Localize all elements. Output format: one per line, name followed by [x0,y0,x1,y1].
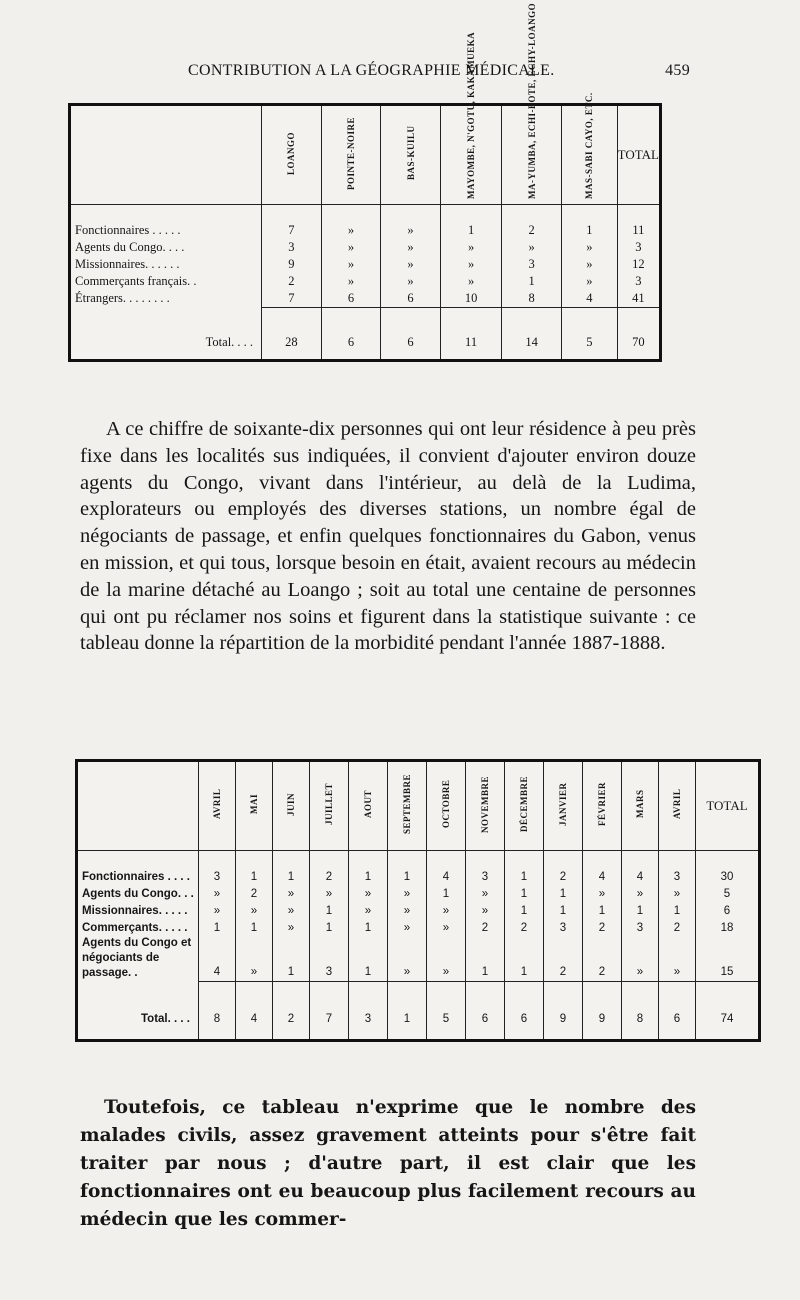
cell: » [466,902,505,919]
table-row [77,919,760,936]
cell: 1 [505,885,544,902]
cell: 30 [696,868,760,885]
table-row [70,256,661,273]
cell: 1 [544,885,583,902]
cell: 3 [310,936,349,981]
column-header: BAS-KUILU [381,105,441,205]
total-cell: 6 [466,999,505,1041]
cell: » [273,885,310,902]
cell: » [381,222,441,239]
cell: 1 [273,868,310,885]
total-label: Total. . . . [205,334,254,349]
cell: 2 [659,919,696,936]
cell: 2 [583,919,622,936]
cell: » [199,885,236,902]
column-header: NOVEMBRE [466,761,505,851]
cell: 2 [544,868,583,885]
cell: 1 [561,222,617,239]
total-cell: 14 [502,325,562,361]
total-column-header: TOTAL [617,105,660,205]
column-header: AOUT [349,761,388,851]
cell: 3 [262,239,322,256]
cell: » [659,936,696,981]
cell: » [440,273,502,290]
cell: 1 [622,902,659,919]
total-cell: 6 [505,999,544,1041]
page-number: 459 [665,62,690,79]
total-cell: 6 [659,999,696,1041]
cell: 3 [622,919,659,936]
cell: 6 [381,290,441,308]
cell: 3 [544,919,583,936]
table-row [70,290,661,308]
cell: 7 [262,222,322,239]
total-row [77,999,760,1041]
cell: 3 [659,868,696,885]
cell: » [502,239,562,256]
cell: 1 [505,902,544,919]
cell: » [310,885,349,902]
table-row [77,936,760,981]
column-header: MA-YUMBA, ECHI-BOTE, ECHY-LOANGO [502,105,562,205]
cell: 1 [349,919,388,936]
cell: 1 [310,902,349,919]
cell: » [381,239,441,256]
cell: 5 [696,885,760,902]
total-cell: 9 [544,999,583,1041]
table-row [77,868,760,885]
total-label: Total. . . . [141,1012,190,1025]
cell: » [561,239,617,256]
cell: 9 [262,256,322,273]
cell: 3 [466,868,505,885]
cell: 2 [466,919,505,936]
cell: » [427,936,466,981]
running-head-title: CONTRIBUTION A LA GÉOGRAPHIE MÉDICALE. [188,62,555,79]
cell: » [321,256,381,273]
cell: » [440,239,502,256]
column-header: AVRIL [659,761,696,851]
row-label: Étrangers. . . . . . . . [75,291,170,306]
cell: » [381,256,441,273]
cell: 15 [696,936,760,981]
column-header: JANVIER [544,761,583,851]
body-paragraph-2: Toutefois, ce tableau n'exprime que le nombre des malades civils, assez gravement atteints pour s'être fait traiter par nous ; d'autre part, il est clair que les fonctionnaires ont eu beaucoup plus facilement recours au médecin que les commer- [80,1097,696,1230]
cell: 1 [544,902,583,919]
cell: » [321,239,381,256]
running-head [80,62,690,86]
cell: 1 [440,222,502,239]
column-header: DÉCEMBRE [505,761,544,851]
cell: 1 [310,919,349,936]
column-header: AVRIL [199,761,236,851]
table-row [70,273,661,290]
cell: 1 [659,902,696,919]
total-cell: 2 [273,999,310,1041]
cell: » [427,902,466,919]
cell: 8 [502,290,562,308]
total-cell: 5 [561,325,617,361]
cell: » [659,885,696,902]
column-header: MARS [622,761,659,851]
cell: » [561,256,617,273]
spacer-row [77,851,760,869]
cell: 2 [310,868,349,885]
morbidity-by-month-table [75,759,761,1042]
column-header: OCTOBRE [427,761,466,851]
total-cell: 28 [262,325,322,361]
cell: 1 [505,936,544,981]
cell: » [236,936,273,981]
cell: 2 [236,885,273,902]
cell: » [381,273,441,290]
cell: » [622,885,659,902]
total-cell: 1 [388,999,427,1041]
cell: 1 [505,868,544,885]
table-row [77,902,760,919]
spacer-row [70,308,661,326]
column-header: POINTE-NOIRE [321,105,381,205]
cell: » [388,936,427,981]
cell: » [349,885,388,902]
cell: 12 [617,256,660,273]
cell: 1 [236,868,273,885]
cell: 10 [440,290,502,308]
cell: 4 [427,868,466,885]
cell: 2 [505,919,544,936]
row-label: Agents du Congo et négociants de passage. . [82,937,192,979]
cell: 1 [466,936,505,981]
cell: » [388,885,427,902]
total-cell: 3 [349,999,388,1041]
spacer-row [70,205,661,223]
cell: 41 [617,290,660,308]
cell: 2 [262,273,322,290]
cell: » [561,273,617,290]
cell: 1 [349,868,388,885]
table-header-row [77,761,760,851]
table-row [77,885,760,902]
row-label: Missionnaires. . . . . [82,904,188,917]
row-label: Fonctionnaires . . . . . [75,223,181,237]
cell: 1 [388,868,427,885]
cell: » [321,222,381,239]
column-header: SEPTEMBRE [388,761,427,851]
table-header-row [70,105,661,205]
column-header: JUILLET [310,761,349,851]
cell: 3 [617,273,660,290]
cell: 2 [583,936,622,981]
cell: 1 [349,936,388,981]
row-label: Fonctionnaires . . . . [82,870,190,883]
body-paragraph-1: A ce chiffre de soixante-dix personnes qui ont leur résidence à peu près fixe dans les localités sus indiquées, il convient d'ajouter environ douze agents du Congo, vivant dans l'intérieur, au delà de la Ludima, explorateurs ou employés des diverses stations, un nombre égal de négociants de passage, et enfin quelques fonctionnaires du Gabon, venus en mission, et qui tous, lorsque besoin en était, avaient recours au médecin de la marine détaché au Loango ; soit au total une centaine de personnes qui ont pu réclamer nos soins et figurent dans la statistique suivante : ce tableau donne la répartition de la morbidité pendant l'année 1887-1888. [80,418,696,655]
row-label: Commerçants. . . . . [82,921,188,934]
cell: » [236,902,273,919]
cell: » [388,902,427,919]
total-cell: 6 [381,325,441,361]
cell: 1 [427,885,466,902]
total-cell: 4 [236,999,273,1041]
cell: » [273,902,310,919]
cell: 1 [236,919,273,936]
cell: » [466,885,505,902]
column-header: JUIN [273,761,310,851]
cell: 4 [583,868,622,885]
cell: 7 [262,290,322,308]
cell: 3 [199,868,236,885]
cell: 11 [617,222,660,239]
total-column-header: TOTAL [696,761,760,851]
row-label: Agents du Congo. . . . [75,240,185,254]
cell: 3 [502,256,562,273]
cell: » [199,902,236,919]
cell: 1 [502,273,562,290]
column-header: FÉVRIER [583,761,622,851]
total-cell: 8 [199,999,236,1041]
cell: » [388,919,427,936]
total-cell: 6 [321,325,381,361]
total-row [70,325,661,361]
cell: 3 [617,239,660,256]
column-header: LOANGO [262,105,322,205]
table-row [70,222,661,239]
cell: » [622,936,659,981]
total-cell: 7 [310,999,349,1041]
cell: 4 [622,868,659,885]
cell: 1 [199,919,236,936]
total-cell: 70 [617,325,660,361]
column-header: MAS-SABI CAYO, ETC. [561,105,617,205]
total-cell: 5 [427,999,466,1041]
cell: 2 [544,936,583,981]
row-label-header [77,761,199,851]
cell: 1 [273,936,310,981]
cell: » [427,919,466,936]
cell: » [440,256,502,273]
cell: » [321,273,381,290]
row-label: Missionnaires. . . . . . [75,257,180,271]
total-cell: 11 [440,325,502,361]
cell: » [583,885,622,902]
cell: 1 [583,902,622,919]
row-label: Agents du Congo. . . [82,887,194,900]
total-cell: 74 [696,999,760,1041]
cell: 4 [199,936,236,981]
cell: » [349,902,388,919]
spacer-row [77,981,760,999]
cell: 18 [696,919,760,936]
cell: » [273,919,310,936]
row-label: Commerçants français. . [75,274,197,288]
cell: 6 [321,290,381,308]
column-header: MAI [236,761,273,851]
total-cell: 9 [583,999,622,1041]
cell: 4 [561,290,617,308]
total-cell: 8 [622,999,659,1041]
row-label-header [70,105,262,205]
table-row [70,239,661,256]
column-header: MAYOMBE, N'GOTU, KAKAMUEKA [440,105,502,205]
cell: 2 [502,222,562,239]
cell: 6 [696,902,760,919]
